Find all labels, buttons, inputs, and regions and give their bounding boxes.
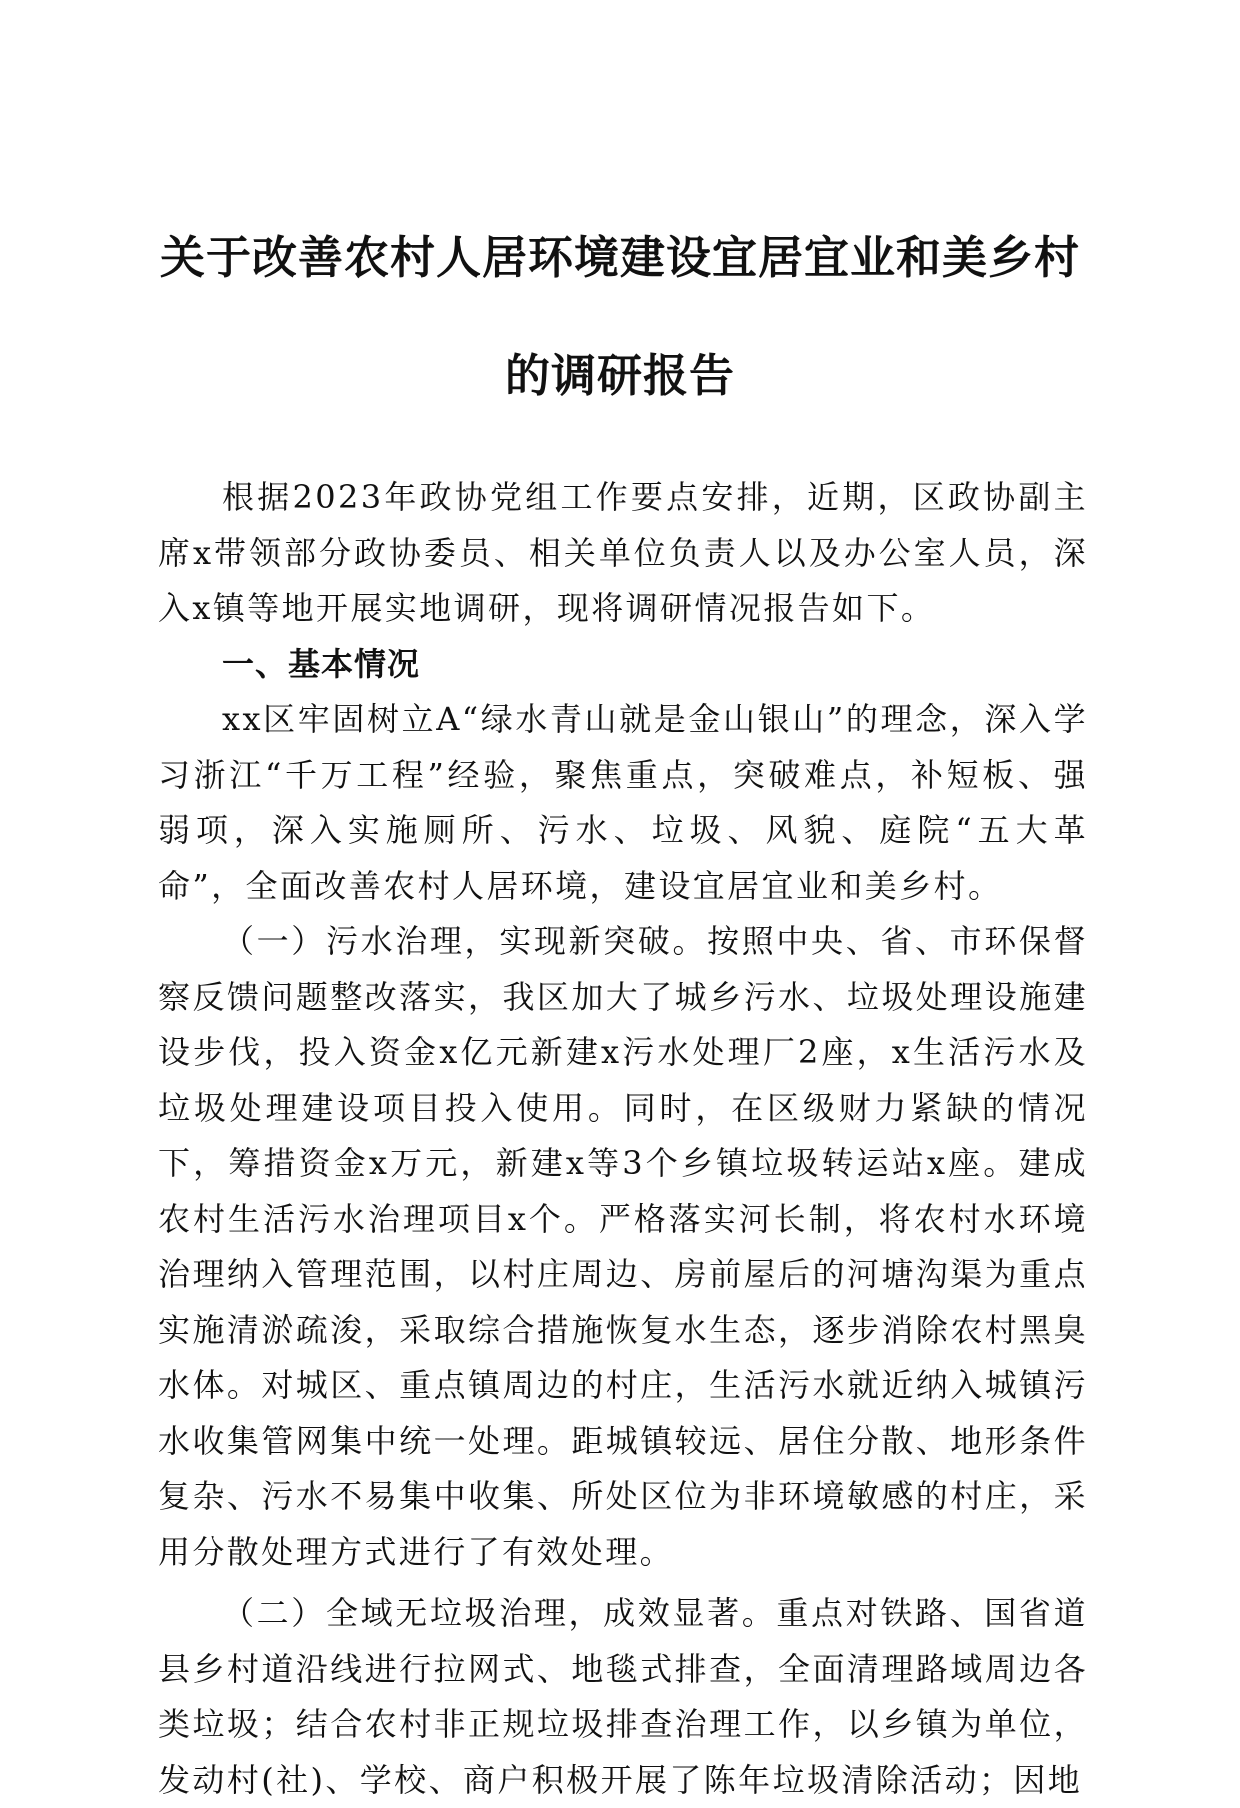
- subsection-2-paragraph: （二）全域无垃圾治理，成效显著。重点对铁路、国省道县乡村道沿线进行拉网式、地毯式排查，全面清理路域周边各类垃圾；结合农村非正规垃圾排查治理工作，以乡镇为单位，发动村(社)、学校、商户积极开展了陈年垃圾清除活动；因地: [158, 1594, 1088, 1799]
- document-title-line-1: 关于改善农村人居环境建设宜居宜业和美乡村: [159, 231, 1080, 284]
- intro-paragraph: 根据2023年政协党组工作要点安排，近期，区政协副主席x带领部分政协委员、相关单位负责人以及办公室人员，深入x镇等地开展实地调研，现将调研情况报告如下。: [158, 478, 1088, 627]
- subsection-1-paragraph: （一）污水治理，实现新突破。按照中央、省、市环保督察反馈问题整改落实，我区加大了城乡污水、垃圾处理设施建设步伐，投入资金x亿元新建x污水处理厂2座，x生活污水及垃圾处理建设项目投入使用。同时，在区级财力紧缺的情况下，筹措资金x万元，新建x等3个乡镇垃圾转运站x座。建成农村生活污水治理项目x个。严格落实河长制，将农村水环境治理纳入管理范围，以村庄周边、房前屋后的河塘沟渠为重点实施清淤疏浚，采取综合措施恢复水生态，逐步消除农村黑臭水体。对城区、重点镇周边的村庄，生活污水就近纳入城镇污水收集管网集中统一处理。距城镇较远、居住分散、地形条件复杂、污水不易集中收集、所处区位为非环境敏感的村庄，采用分散处理方式进行了有效处理。: [158, 922, 1088, 1571]
- section-heading-basic-situation: 一、基本情况: [222, 644, 421, 683]
- document-title-line-2: 的调研报告: [504, 349, 735, 402]
- section-1-paragraph: xx区牢固树立A“绿水青山就是金山银山”的理念，深入学习浙江“千万工程”经验，聚焦重点，突破难点，补短板、强弱项，深入实施厕所、污水、垃圾、风貌、庭院“五大革命”，全面改善农村人居环境，建设宜居宜业和美乡村。: [158, 700, 1088, 905]
- document-body: [158, 470, 1088, 1808]
